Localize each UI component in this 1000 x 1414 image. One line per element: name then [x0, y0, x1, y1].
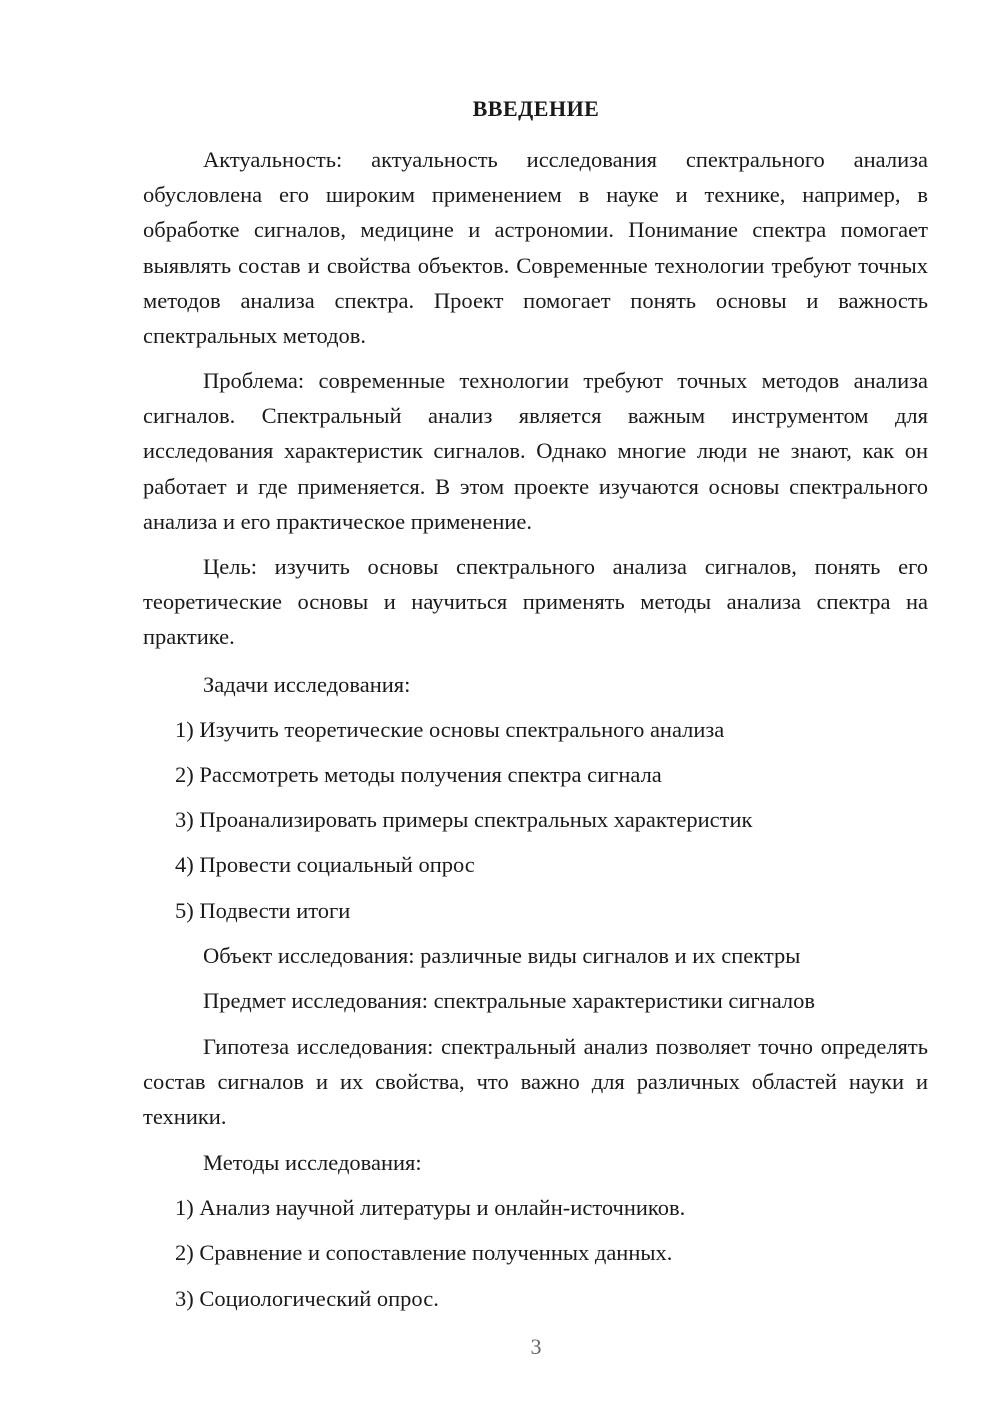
method-item	[143, 1281, 928, 1316]
tasks-heading-block	[143, 667, 928, 702]
relevance-section	[143, 142, 928, 353]
subject-section	[143, 983, 928, 1018]
object-section	[143, 938, 928, 973]
task-item	[143, 893, 928, 928]
tasks-heading: Задачи исследования:	[203, 672, 411, 697]
problem-paragraph: Проблема: современные технологии требуют точных методов анализа сигналов. Спектральный анализ является важным инструментом для исследования характеристик сигналов. Однако многие люди не знают, как он работает и где применяется. В этом проекте изучаются основы спектрального анализа и его практическое применение.	[143, 368, 928, 534]
methods-heading-block	[143, 1145, 928, 1180]
goal-paragraph: Цель: изучить основы спектрального анализа сигналов, понять его теоретические основы и научиться применять методы анализа спектра на практике.	[143, 554, 928, 650]
task-item-2: 2) Рассмотреть методы получения спектра сигнала	[175, 762, 662, 787]
task-item	[143, 757, 928, 792]
method-item	[143, 1235, 928, 1270]
page-number: 3	[530, 1334, 542, 1359]
task-item	[143, 802, 928, 837]
task-item-5: 5) Подвести итоги	[175, 898, 351, 923]
goal-section	[143, 549, 928, 655]
task-item-3: 3) Проанализировать примеры спектральных характеристик	[175, 807, 753, 832]
task-item-1: 1) Изучить теоретические основы спектрального анализа	[175, 717, 725, 742]
method-item-1: 1) Анализ научной литературы и онлайн-источников.	[175, 1195, 686, 1220]
task-item	[143, 712, 928, 747]
task-item-4: 4) Провести социальный опрос	[175, 852, 475, 877]
task-item	[143, 847, 928, 882]
method-item-2: 2) Сравнение и сопоставление полученных данных.	[175, 1240, 673, 1265]
method-item-3: 3) Социологический опрос.	[175, 1286, 439, 1311]
subject-paragraph: Предмет исследования: спектральные характеристики сигналов	[203, 988, 815, 1013]
page-title: ВВЕДЕНИЕ	[472, 96, 600, 121]
hypothesis-paragraph: Гипотеза исследования: спектральный анализ позволяет точно определять состав сигналов и их свойства, что важно для различных областей науки и техники.	[143, 1034, 928, 1130]
problem-section	[143, 363, 928, 539]
methods-heading: Методы исследования:	[203, 1150, 422, 1175]
object-paragraph: Объект исследования: различные виды сигналов и их спектры	[203, 943, 801, 968]
relevance-paragraph: Актуальность: актуальность исследования спектрального анализа обусловлена его широким применением в науке и технике, например, в обработке сигналов, медицине и астрономии. Понимание спектра помогает выявлять состав и свойства объектов. Современные технологии требуют точных методов анализа спектра. Проект помогает понять основы и важность спектральных методов.	[143, 147, 928, 349]
method-item	[143, 1190, 928, 1225]
hypothesis-section	[143, 1029, 928, 1135]
